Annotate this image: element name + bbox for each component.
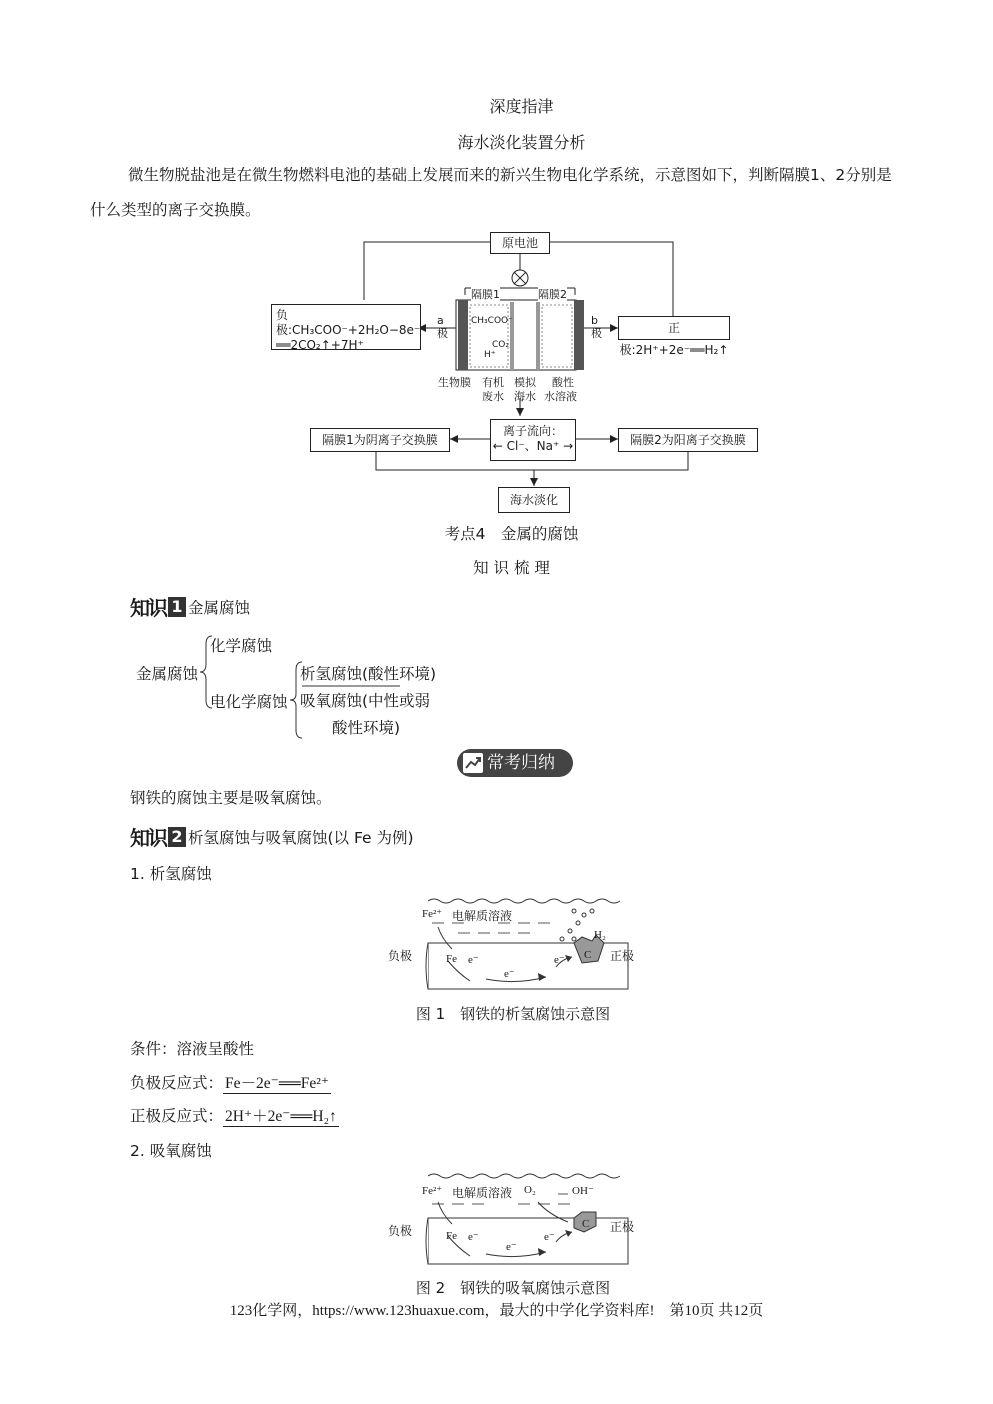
acetate-label: CH₃COO⁻ bbox=[471, 316, 513, 326]
electrode-b-label bbox=[591, 314, 602, 340]
organic-label: 有机 bbox=[482, 376, 504, 389]
positive-reaction-label: 正极反应式： bbox=[130, 1107, 224, 1125]
fig2-e2-label: e⁻ bbox=[506, 1241, 517, 1253]
fig2-negative-label: 负极 bbox=[388, 1224, 413, 1238]
fig1-fe-label: Fe bbox=[446, 953, 457, 965]
tree-braces bbox=[130, 630, 460, 740]
electrode-b-char: 极 bbox=[591, 327, 602, 340]
electrode-b-letter: b bbox=[591, 314, 598, 327]
fig1-fe2-label: Fe²⁺ bbox=[422, 908, 443, 920]
figure1-caption: 图 1 钢铁的析氢腐蚀示意图 bbox=[415, 1005, 611, 1023]
intro-paragraph: 微生物脱盐池是在微生物燃料电池的基础上发展而来的新兴生物电化学系统，示意图如下，判断隔膜1、2分别是什么类型的离子交换膜。 bbox=[90, 166, 892, 219]
frequent-summary-pill bbox=[457, 749, 573, 777]
tree-oxygen-line1: 吸氧腐蚀(中性或弱 bbox=[300, 692, 431, 710]
electrode-a-letter: a bbox=[437, 314, 444, 327]
ion-flow-ions: ← Cl⁻、Na⁺ → bbox=[492, 439, 574, 453]
negative-equation-line2: ══2CO₂↑+7H⁺ bbox=[276, 338, 364, 352]
fig1-c-label: C bbox=[584, 949, 592, 961]
positive-reaction-equation: 2H⁺＋2e⁻══H₂↑ bbox=[223, 1104, 339, 1127]
page-title: 深度指津 bbox=[489, 97, 554, 116]
tree-electrochemical: 电化学腐蚀 bbox=[210, 693, 288, 711]
fig2-e1-label: e⁻ bbox=[468, 1231, 479, 1243]
battery-box: 原电池 bbox=[490, 232, 550, 254]
fig2-fe2-label: Fe²⁺ bbox=[422, 1185, 443, 1197]
negative-reaction-label: 负极反应式： bbox=[130, 1074, 224, 1092]
simulated-label: 模拟 bbox=[514, 376, 536, 389]
corrosion-tree bbox=[130, 630, 460, 740]
positive-electrode-box: 正极:2H⁺+2e⁻══H₂↑ bbox=[618, 316, 730, 340]
negative-equation-line1: 负极:CH₃COO⁻+2H₂O−8e⁻ bbox=[276, 308, 421, 337]
knowledge2-number: 2 bbox=[168, 827, 186, 847]
figure2 bbox=[388, 1168, 638, 1272]
aqueous-solution-label: 水溶液 bbox=[544, 390, 577, 403]
tree-oxygen-line2: 酸性环境) bbox=[332, 719, 401, 737]
fig2-oh-label: OH⁻ bbox=[572, 1185, 594, 1197]
knowledge1-number: 1 bbox=[168, 597, 186, 617]
positive-reaction-row bbox=[130, 1104, 339, 1127]
h-corrosion-heading: 1. 析氢腐蚀 bbox=[130, 865, 212, 883]
electrode-a-char: 极 bbox=[437, 327, 448, 340]
tree-root: 金属腐蚀 bbox=[136, 665, 199, 683]
membrane2-result-box: 隔膜2为阳离子交换膜 bbox=[618, 428, 758, 452]
co2-label: CO₂ bbox=[492, 340, 509, 350]
desalination-lines bbox=[268, 230, 758, 520]
pill-label: 常考归纳 bbox=[487, 753, 555, 773]
section-title: 考点4 金属的腐蚀 bbox=[444, 525, 579, 543]
knowledge2-title: 析氢腐蚀与吸氧腐蚀(以 Fe 为例) bbox=[188, 828, 414, 847]
knowledge2-heading bbox=[130, 822, 414, 851]
ion-flow-box bbox=[490, 419, 576, 461]
knowledge1-title: 金属腐蚀 bbox=[188, 598, 251, 617]
acidic-label: 酸性 bbox=[552, 376, 574, 389]
o-corrosion-heading: 2. 吸氧腐蚀 bbox=[130, 1142, 212, 1160]
fig2-e3-label: e⁻ bbox=[544, 1231, 555, 1243]
tree-hydrogen: 析氢腐蚀(酸性环境) bbox=[300, 665, 437, 683]
negative-reaction-equation: Fe－2e⁻══Fe²⁺ bbox=[223, 1071, 331, 1094]
fig2-positive-label: 正极 bbox=[610, 1220, 635, 1234]
wastewater-label: 废水 bbox=[482, 390, 504, 403]
fig1-e3-label: e⁻ bbox=[554, 954, 565, 966]
knowledge1-heading bbox=[130, 592, 250, 621]
fig1-e1-label: e⁻ bbox=[468, 954, 479, 966]
electrode-a-label bbox=[437, 314, 448, 340]
negative-electrode-box bbox=[271, 304, 421, 350]
section-subtitle: 知 识 梳 理 bbox=[473, 559, 550, 577]
page-footer: 123化学网，https://www.123huaxue.com，最大的中学化学资料库! 第10页 共12页 bbox=[229, 1303, 764, 1319]
biofilm-label: 生物膜 bbox=[438, 376, 471, 389]
knowledge1-badge: 知识 bbox=[130, 596, 166, 620]
fig1-e2-label: e⁻ bbox=[504, 968, 515, 980]
summary-text: 钢铁的腐蚀主要是吸氧腐蚀。 bbox=[130, 789, 332, 807]
trend-icon bbox=[463, 753, 483, 773]
fig1-h2-label: H₂ bbox=[594, 929, 606, 941]
membrane2-label: 隔膜2 bbox=[538, 288, 567, 301]
fig2-fe-label: Fe bbox=[446, 1230, 457, 1242]
knowledge2-badge: 知识 bbox=[130, 826, 166, 850]
fig1-solution-label: 电解质溶液 bbox=[452, 909, 513, 923]
fig2-c-label: C bbox=[582, 1218, 590, 1230]
membrane1-label: 隔膜1 bbox=[471, 288, 500, 301]
condition-text: 条件：溶液呈酸性 bbox=[130, 1040, 255, 1058]
membrane1-result-box: 隔膜1为阴离子交换膜 bbox=[310, 428, 450, 452]
tree-chemical: 化学腐蚀 bbox=[210, 637, 273, 655]
desalination-result-box: 海水淡化 bbox=[498, 487, 570, 513]
page-subtitle: 海水淡化装置分析 bbox=[457, 133, 586, 152]
ion-flow-title: 离子流向： bbox=[502, 424, 563, 438]
fig2-o2-label: O₂ bbox=[524, 1184, 536, 1196]
fig2-solution-label: 电解质溶液 bbox=[452, 1186, 513, 1200]
desalination-diagram bbox=[268, 230, 758, 520]
figure2-caption: 图 2 钢铁的吸氧腐蚀示意图 bbox=[415, 1279, 611, 1297]
figure1 bbox=[388, 893, 638, 993]
negative-reaction-row bbox=[130, 1071, 331, 1094]
fig1-negative-label: 负极 bbox=[388, 949, 413, 963]
fig1-positive-label: 正极 bbox=[610, 949, 635, 963]
hplus-label: H⁺ bbox=[484, 350, 496, 360]
seawater-label: 海水 bbox=[514, 390, 536, 403]
